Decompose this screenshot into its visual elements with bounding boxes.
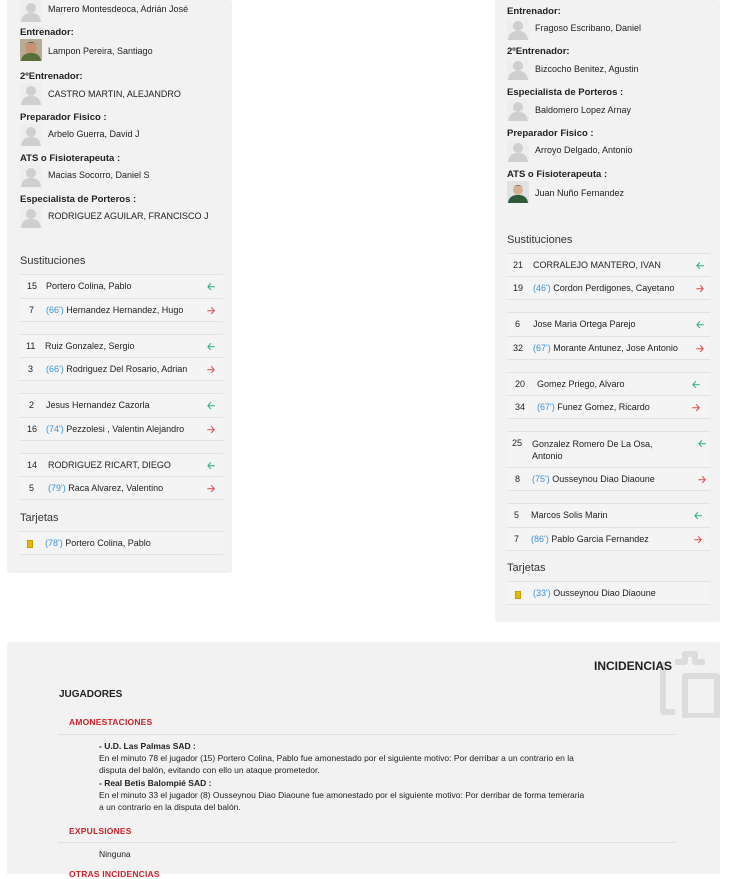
avatar-placeholder-icon (20, 83, 42, 105)
sub-out-number: 8 (515, 474, 521, 484)
avatar-placeholder-icon (20, 206, 42, 228)
staff-name-assistant: Bizcocho Benitez, Agustin (535, 64, 639, 74)
avatar-placeholder-icon (507, 99, 529, 121)
physio-photo (507, 181, 529, 203)
sub-out-name (46, 305, 183, 315)
sub-minute: (66') (46, 305, 64, 315)
sub-out-player: Morante Antunez, Jose Antonio (553, 343, 678, 353)
staff-label-physio: ATS o Fisioterapeuta : (20, 153, 121, 164)
sub-in-number: 15 (27, 281, 38, 291)
card-player: Ousseynou Diao Diaoune (553, 588, 656, 598)
sub-in-number: 6 (515, 319, 521, 329)
sub-in-name: Jesus Hernandez Cazorla (46, 400, 150, 410)
sub-out-number: 16 (27, 424, 38, 434)
avatar-placeholder-icon (507, 140, 529, 162)
cards-title: Tarjetas (507, 562, 546, 574)
staff-label-gk-coach: Especialista de Porteros : (20, 194, 137, 205)
sub-out-player: Raca Alvarez, Valentino (68, 483, 164, 493)
staff-name-physio: Juan Nuño Fernandez (535, 188, 625, 198)
sub-in-name: Marcos Solis Marin (531, 510, 608, 520)
staff-label-fitness: Preparador Fisico : (507, 128, 594, 139)
sub-in-name: Jose Maria Ortega Parejo (533, 319, 636, 329)
arrow-left-icon: 🡠 (207, 461, 216, 472)
sub-in-number: 25 (512, 438, 523, 448)
arrow-left-icon: 🡠 (207, 401, 216, 412)
players-heading: JUGADORES (59, 689, 123, 700)
arrow-left-icon: 🡠 (698, 439, 707, 450)
sub-in-number: 11 (26, 341, 36, 351)
sub-out-name (46, 424, 184, 434)
cards-title: Tarjetas (20, 512, 59, 524)
substitutions-title: Sustituciones (507, 234, 573, 246)
sub-out-number: 7 (514, 534, 520, 544)
sub-out-player: Cordon Perdigones, Cayetano (553, 283, 675, 293)
sub-out-player: Funez Gomez, Ricardo (557, 402, 650, 412)
arrow-left-icon: 🡠 (692, 380, 701, 391)
arrow-left-icon: 🡠 (696, 261, 705, 272)
expulsions-value: Ninguna (99, 849, 131, 859)
arrow-right-icon: 🡢 (694, 535, 703, 546)
sub-in-number: 21 (513, 260, 524, 270)
sub-minute: (67') (537, 402, 555, 412)
sub-out-name (533, 283, 674, 293)
sub-out-name (46, 364, 187, 374)
other-incidents-heading: OTRAS INCIDENCIAS (69, 869, 160, 879)
sub-minute: (46') (533, 283, 551, 293)
card-minute: (78') (45, 538, 63, 548)
sub-out-number: 19 (513, 283, 524, 293)
sub-out-player: Rodriguez Del Rosario, Adrian (66, 364, 188, 374)
arrow-right-icon: 🡢 (698, 475, 707, 486)
card-entry (533, 588, 656, 598)
arrow-right-icon: 🡢 (207, 484, 216, 495)
coach-photo (20, 39, 42, 61)
sub-in-number: 14 (27, 460, 38, 470)
staff-name-gk-coach: Baldomero Lopez Arnay (535, 105, 632, 115)
bookings-heading: AMONESTACIONES (69, 717, 153, 727)
arrow-left-icon: 🡠 (207, 282, 216, 293)
incident-text-line: disputa del balón, evitando con ello un ataque prometedor. (99, 765, 320, 775)
sub-out-number: 34 (515, 402, 526, 412)
sub-out-number: 5 (29, 483, 35, 493)
staff-label-assistant: 2ºEntrenador: (507, 46, 570, 57)
sub-in-name: Gomez Priego, Alvaro (537, 379, 625, 389)
avatar-placeholder-icon (20, 165, 42, 187)
staff-name-coach: Lampon Pereira, Santiago (48, 46, 153, 56)
substitutions-title: Sustituciones (20, 255, 86, 267)
staff-name-fitness: Arroyo Delgado, Antonio (535, 145, 633, 155)
incident-text-line: a un contrario en la disputa del balón. (99, 802, 241, 812)
arrow-left-icon: 🡠 (694, 511, 703, 522)
sub-out-number: 3 (28, 364, 34, 374)
arrow-right-icon: 🡢 (692, 403, 701, 414)
arrow-right-icon: 🡢 (696, 284, 705, 295)
yellow-card-icon (27, 540, 33, 548)
divider (58, 842, 676, 843)
sub-minute: (67') (533, 343, 551, 353)
incident-text-home (99, 752, 574, 776)
incidents-title: INCIDENCIAS (594, 659, 673, 673)
sub-in-name: RODRIGUEZ RICART, DIEGO (48, 460, 171, 470)
sub-minute: (79') (48, 483, 66, 493)
staff-name-assistant: CASTRO MARTIN, ALEJANDRO (48, 89, 181, 99)
incident-text-away (99, 789, 584, 813)
sub-in-name: Ruiz Gonzalez, Sergio (45, 341, 135, 351)
staff-name-gk-coach: RODRIGUEZ AGUILAR, FRANCISCO J (48, 211, 209, 221)
clipboard-icon (655, 646, 721, 718)
staff-label-physio: ATS o Fisioterapeuta : (507, 169, 608, 180)
sub-in-name: CORRALEJO MANTERO, IVAN (533, 260, 661, 270)
sub-out-player: Ousseynou Diao Diaoune (552, 474, 655, 484)
sub-out-name (532, 474, 655, 484)
arrow-left-icon: 🡠 (207, 342, 216, 353)
sub-minute: (74') (46, 424, 64, 434)
arrow-left-icon: 🡠 (696, 320, 705, 331)
sub-out-name (533, 343, 678, 353)
sub-out-player: Pablo Garcia Fernandez (551, 534, 649, 544)
staff-label-assistant: 2ºEntrenador: (20, 71, 83, 82)
incident-team-home: - U.D. Las Palmas SAD : (99, 741, 196, 751)
sub-in-number: 2 (29, 400, 35, 410)
staff-label-gk-coach: Especialista de Porteros : (507, 87, 624, 98)
avatar-placeholder-icon (20, 0, 42, 22)
staff-name-coach: Fragoso Escribano, Daniel (535, 23, 642, 33)
divider (58, 734, 676, 735)
incident-text-line: En el minuto 78 el jugador (15) Portero Colina, Pablo fue amonestado por el siguiente motivo: Por derribar a un contrario en la (99, 753, 574, 763)
sub-minute: (66') (46, 364, 64, 374)
expulsions-heading: EXPULSIONES (69, 826, 132, 836)
arrow-right-icon: 🡢 (696, 344, 705, 355)
avatar-placeholder-icon (20, 124, 42, 146)
card-player: Portero Colina, Pablo (65, 538, 151, 548)
staff-name-fitness: Arbelo Guerra, David J (48, 129, 140, 139)
player-name: Marrero Montesdeoca, Adrián José (48, 4, 189, 14)
sub-in-name: Portero Colina, Pablo (46, 281, 132, 291)
staff-label-coach: Entrenador: (507, 6, 561, 17)
staff-name-physio: Macias Socorro, Daniel S (48, 170, 150, 180)
incident-team-away: - Real Betis Balompié SAD : (99, 778, 212, 788)
incident-text-line: En el minuto 33 el jugador (8) Ousseynou Diao Diaoune fue amonestado por el siguiente motivo: Por derribar de forma temeraria (99, 790, 585, 800)
sub-in-name: Gonzalez Romero De La Osa, Antonio (532, 439, 653, 461)
sub-out-name (531, 534, 649, 544)
avatar-placeholder-icon (507, 18, 529, 40)
sub-minute: (86') (531, 534, 549, 544)
arrow-right-icon: 🡢 (207, 306, 216, 317)
sub-out-player: Pezzolesi , Valentin Alejandro (66, 424, 185, 434)
yellow-card-icon (515, 591, 521, 599)
sub-in-number: 5 (514, 510, 520, 520)
card-minute: (33') (533, 588, 551, 598)
sub-out-player: Hernandez Hernandez, Hugo (66, 305, 184, 315)
arrow-right-icon: 🡢 (207, 425, 216, 436)
sub-out-name (48, 483, 163, 493)
staff-label-fitness: Preparador Fisico : (20, 112, 107, 123)
sub-minute: (75') (532, 474, 550, 484)
avatar-placeholder-icon (507, 58, 529, 80)
card-entry (45, 538, 151, 548)
sub-out-number: 7 (29, 305, 35, 315)
sub-out-name (537, 402, 650, 412)
sub-in-number: 20 (515, 379, 526, 389)
arrow-right-icon: 🡢 (207, 365, 216, 376)
sub-out-number: 32 (513, 343, 524, 353)
staff-label-coach: Entrenador: (20, 27, 74, 38)
